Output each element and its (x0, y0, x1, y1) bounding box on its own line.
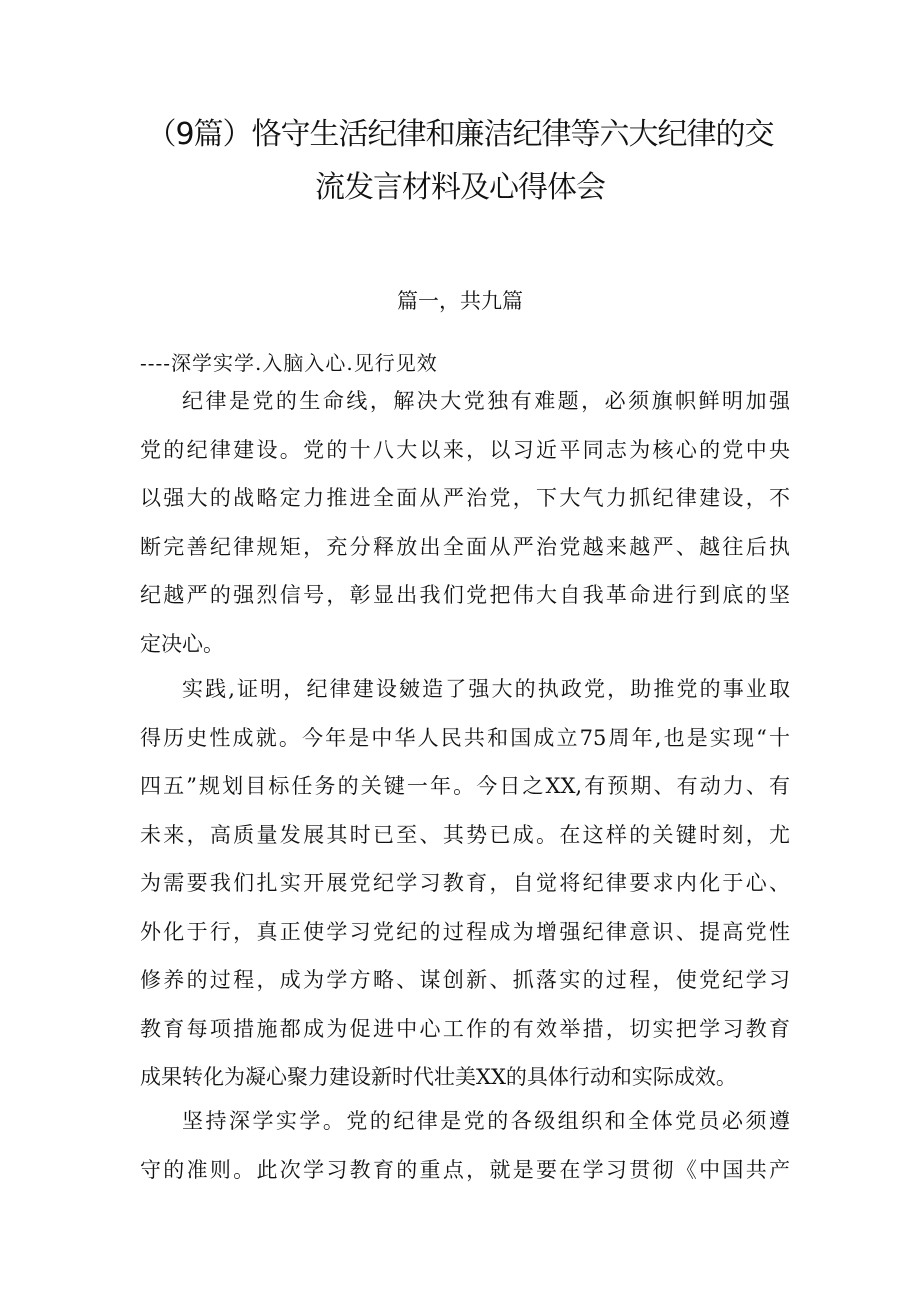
paragraph-line: 为需要我们扎实开展党纪学习教育，自觉将纪律要求内化于心、 (140, 871, 790, 895)
paragraph-line: 成果转化为凝心聚力建设新时代壮美XX的具体行动和实际成效。 (140, 1065, 737, 1089)
tagline: ----深学实学.入脑入心.见行见效 (140, 351, 438, 375)
paragraph (140, 665, 790, 1102)
paragraph-line: 纪律是党的生命线，解决大党独有难题，必须旗帜鲜明加强 (182, 389, 790, 413)
section-heading: 篇一，共九篇 (397, 289, 523, 313)
paragraph-line: 断完善纪律规矩，充分释放出全面从严治党越来越严、越往后执 (140, 534, 790, 559)
paragraph (140, 377, 790, 668)
paragraph-line: 定决心。 (140, 631, 224, 656)
paragraph-line: 修养的过程，成为学方略、谋创新、抓落实的过程，使党纪学习 (140, 968, 790, 992)
paragraph-line: 外化于行，真正使学习党纪的过程成为增强纪律意识、提高党性 (140, 919, 790, 944)
paragraph-line: 四五”规划目标任务的关键一年。今日之XX,有预期、有动力、有 (140, 774, 790, 798)
paragraph-line: 得历史性成就。今年是中华人民共和国成立75周年,也是实现“十 (140, 725, 790, 750)
paragraph-line: 纪越严的强烈信号，彰显出我们党把伟大自我革命进行到底的坚 (140, 583, 790, 607)
paragraph-line: 坚持深学实学。党的纪律是党的各级组织和全体党员必须遵 (182, 1109, 790, 1133)
paragraph-line: 未来，高质量发展其时已至、其势已成。在这样的关键时刻，尤 (140, 822, 790, 847)
paragraph-line: 守的准则。此次学习教育的重点，就是要在学习贯彻《中国共产 (140, 1157, 790, 1182)
paragraph-line: 教育每项措施都成为促进中心工作的有效举措，切实把学习教育 (140, 1016, 790, 1041)
document-title (140, 108, 780, 214)
title-line: 流发言材料及心得体会 (315, 170, 605, 205)
paragraph-line: 以强大的战略定力推进全面从严治党，下大气力抓纪律建设，不 (140, 486, 790, 510)
title-line: （9篇）恪守生活纪律和廉洁纪律等六大纪律的交 (146, 117, 774, 152)
paragraph-line: 实践,证明，纪律建设皴造了强大的执政党，助推党的事业取 (182, 677, 790, 701)
paragraph-line: 党的纪律建设。党的十八大以来，以习近平同志为核心的党中央 (140, 437, 790, 462)
paragraph (140, 1097, 790, 1194)
